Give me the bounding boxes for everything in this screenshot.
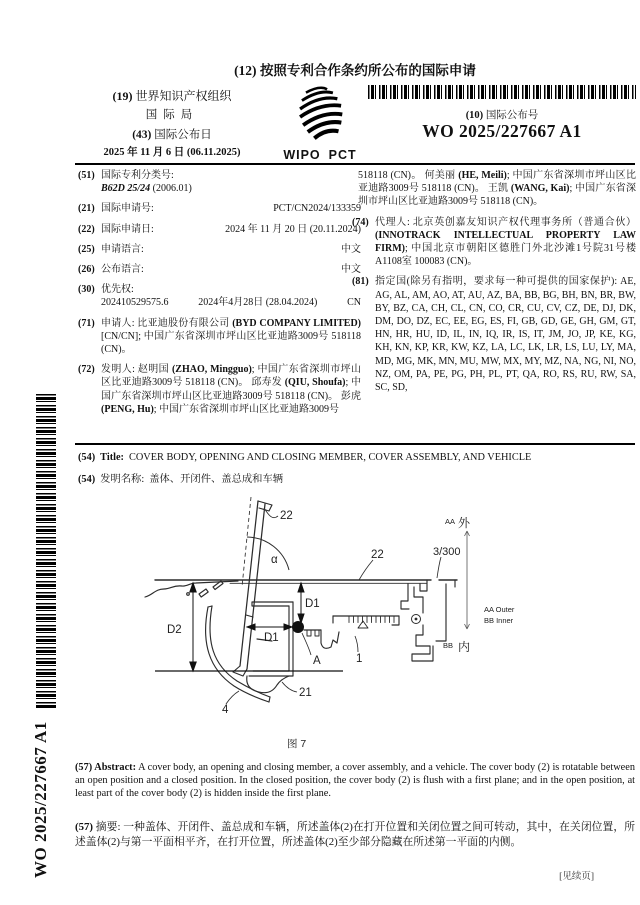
biblio-left-column [78,169,361,423]
field-26-publication-language: (26) 公布语言: 中文 [78,264,361,276]
field-74-agent: (74) 代理人: 北京英创嘉友知识产权代理事务所（普通合伙） (INNOTRACK INTELLECTUAL PROPERTY LAW FIRM); 中国北京市朝阳区德胜门外北沙滩1号院31号楼A1108室 100083 (CN)。 [352,216,636,268]
priority-country: CN [347,297,361,309]
continued-note: [见续页] [559,872,594,882]
label-bb: BB [443,641,454,650]
title-english: (54) Title: COVER BODY, OPENING AND CLOSING MEMBER, COVER ASSEMBLY, AND VEHICLE [78,452,532,463]
figure-caption: 图 7 [287,738,307,750]
patent-figure [75,495,635,760]
label-aa: AA [445,517,456,526]
label-22a: 22 [280,510,293,522]
inid-12: (12) [234,63,257,78]
field-22-filing-date: (22) 国际申请日: 2024 年 11 月 20 日 (20.11.2024) [78,223,361,235]
label-bb-inner: BB Inner [484,616,514,625]
field-21-value: PCT/CN2024/133359 [273,203,361,215]
org-bureau: 国际局 [145,109,199,121]
field-51-label: 国际专利分类号: [101,170,174,181]
field-51-ipc: (51) 国际专利分类号: B62D 25/24 (2006.01) [78,169,361,195]
abstract-english: (57) Abstract: A cover body, an opening and closing member, a cover assembly, and a vehicle. The cover body (2) is rotatable between an open position and a closed position. In the closed position, the cover body (2) is flush with a first plane; and in the open position, at least part of the cover body (2) is hidden inside the first plane. [75,762,635,799]
field-25-value: 中文 [341,243,361,255]
priority-number: 202410529575.6 [101,297,169,309]
field-81-designated-states: (81) 指定国(除另有指明，要求每一种可提供的国家保护): AE, AG, AL, AM, AO, AT, AU, AZ, BA, BB, BG, BH, BN, BR, BW, BY, BZ, CA, CH, CL, CN, CO, CR, CU, CV, CZ, DE, DJ, DK, DM, DO, DZ, EC, EE, EG, ES, FI, GB, GD, GE, GH, GM, GT, HN, HR, HU, ID, IL, IN, IQ, IR, IS, IT, JM, JO, JP, KE, KG, KH, KN, KP, KR, KW, KZ, LA, LC, LK, LR, LS, LU, LY, MA, MD, MG, MK, MN, MU, MW, MX, MY, MZ, NA, NG, NI, NO, NZ, OM, PA, PE, PG, PH, PL, PT, QA, RO, RS, RU, RW, SA, SC, SD, [352,276,636,394]
field-21-application-number: (21) 国际申请号: PCT/CN2024/133359 [78,203,361,215]
label-4: 4 [222,704,229,716]
wipo-logo-block [284,84,356,162]
wipo-globe-icon [289,84,351,142]
orientation-arrow [465,531,470,629]
label-1: 1 [356,653,363,665]
document-type-line: (12) 按照专利合作条约所公布的国际申请 [234,63,476,78]
label-3-300: 3/300 [433,546,461,558]
label-inner-zh: 内 [458,640,471,654]
sidebar-publication-number: WO 2025/227667 A1 [31,721,50,878]
label-alpha: α [271,554,278,566]
field-30-priority: (30) 优先权: 202410529575.6 2024年4月28日 (28.04.2024) CN [78,284,361,309]
publication-number: WO 2025/227667 A1 [422,121,582,141]
label-d2: D2 [167,624,182,636]
label-outer-zh: 外 [458,516,471,530]
field-25-filing-language: (25) 申请语言: 中文 [78,243,361,255]
biblio-right-column [352,169,636,401]
top-barcode [368,85,636,99]
field-72-inventors-continued: 518118 (CN)。 何美丽 (HE, Meili); 中国广东省深圳市坪山区比亚迪路3009号 518118 (CN)。 王凯 (WANG, Kai); 中国广东省深圳市坪山区比亚迪路3009号 518118 (CN)。 [358,170,636,208]
field-22-value: 2024 年 11 月 20 日 (20.11.2024) [225,223,361,235]
priority-date: 2024年4月28日 (28.04.2024) [198,297,318,309]
biblio-divider [75,443,635,445]
figure-7-drawing [75,495,635,760]
title-chinese: (54) 发明名称: 盖体、开闭件、盖总成和车辆 [78,474,284,485]
abstract-english-text: A cover body, an opening and closing member, a cover assembly, and a vehicle. The cover body (2) is rotatable between an open position and a closed position. In the closed position, the cover body (2) is flush with a first plane; and in the open position, at least part of the cover body (2) is hidden inside the first plane. [75,762,635,799]
label-22b: 22 [371,549,384,561]
field-71-applicant: (71) 申请人: 比亚迪股份有限公司 (BYD COMPANY LIMITED) [CN/CN]; 中国广东省深圳市坪山区比亚迪路3009号 518118 (CN)。 [78,317,361,356]
field-72-inventors: (72) 发明人: 赵明国 (ZHAO, Mingguo); 中国广东省深圳市坪山区比亚迪路3009号 518118 (CN)。 邱寿发 (QIU, Shoufa); 中国广东省深圳市坪山区比亚迪路3009号 518118 (CN)。 彭虎 (PENG, Hu); 中国广东省深圳市坪山区比亚迪路3009号 [78,364,361,415]
title-block [78,451,635,486]
point-a-dot [292,621,304,633]
title-chinese-text: 盖体、开闭件、盖总成和车辆 [149,474,284,485]
abstract-chinese-text: 一种盖体、开闭件、盖总成和车辆，所述盖体(2)在打开位置和关闭位置之间可转动，其中，在关闭位置，所述盖体(2)与第一平面相平齐，在打开位置，所述盖体(2)至少部分隐藏在所述第一平面的内侧。 [75,821,636,848]
publication-date: 2025 年 11 月 6 日 (06.11.2025) [103,147,241,158]
header-divider [75,163,635,165]
publication-date-label: (43) 国际公布日 [132,129,212,141]
abstract-chinese: (57) 摘要: 一种盖体、开闭件、盖总成和车辆，所述盖体(2)在打开位置和关闭位置之间可转动，其中，在关闭位置，所述盖体(2)与第一平面相平齐，在打开位置，所述盖体(2)至少部分隐藏在所述第一平面的内侧。 [75,821,636,848]
field-26-value: 中文 [341,264,361,276]
label-d1-vertical: D1 [305,598,320,610]
org-name: (19) 世界知识产权组织 [112,89,232,103]
label-a: A [313,655,321,667]
issuing-org-block [78,87,266,159]
field-51-value: B62D 25/24 (2006.01) [101,183,192,195]
title-english-text: COVER BODY, OPENING AND CLOSING MEMBER, COVER ASSEMBLY, AND VEHICLE [129,452,532,463]
label-d1-horizontal: D1 [264,632,279,644]
label-aa-outer: AA Outer [484,605,515,614]
wipo-pct-wordmark: WIPO PCT [283,148,357,162]
sidebar-barcode [36,394,56,708]
label-21: 21 [299,687,312,699]
publication-number-label: (10) 国际公布号 [465,110,539,121]
